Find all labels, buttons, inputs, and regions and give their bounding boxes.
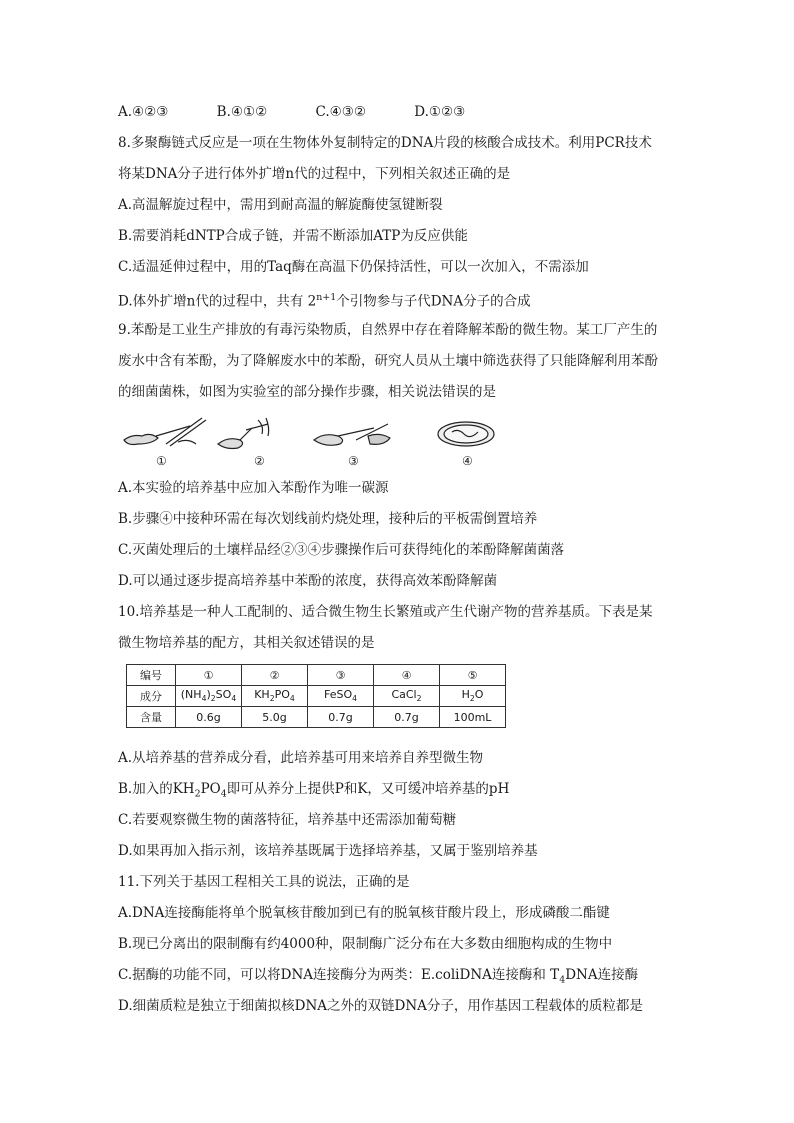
- q10-stem-line1: 10.培养基是一种人工配制的、适合微生物生长繁殖或产生代谢产物的营养基质。下表是某: [118, 604, 653, 620]
- q10-recipe-table: [126, 664, 506, 728]
- q7-option-a: A.④②③: [118, 104, 169, 120]
- component-cacl2: CaCl$_2$: [374, 686, 440, 707]
- q10-option-b-pre: B.加入的KH: [118, 781, 195, 797]
- q8-option-d-pre: D.体外扩增n代的过程中，共有 2: [118, 293, 317, 310]
- q10-option-a: A.从培养基的营养成分看，此培养基可用来培养自养型微生物: [118, 750, 484, 766]
- q11-option-c: [118, 966, 638, 990]
- table-number-5: ⑤: [440, 665, 506, 686]
- q9-figure-label-1: ①: [156, 454, 167, 468]
- table-number-3: ③: [308, 665, 374, 686]
- q11-option-c-sub: 4: [559, 974, 566, 986]
- q10-option-b-sub2: 4: [220, 788, 227, 800]
- q10-option-b-post: 即可从养分上提供P和K，又可缓冲培养基的pH: [226, 781, 510, 797]
- q8-stem-line2: 将某DNA分子进行体外扩增n代的过程中，下列相关叙述正确的是: [118, 166, 511, 182]
- q9-figure-label-3: ③: [348, 454, 359, 468]
- amount-3: 0.7g: [308, 707, 374, 728]
- table-number-4: ④: [374, 665, 440, 686]
- component-feso4: FeSO$_4$: [308, 686, 374, 707]
- q10-stem-line2: 微生物培养基的配方，其相关叙述错误的是: [118, 635, 375, 651]
- step3-illustration: [314, 424, 390, 445]
- table-header-label: 编号: [127, 665, 176, 686]
- amount-5: 100mL: [440, 707, 506, 728]
- q11-option-b: B.现已分离出的限制酶有约4000种，限制酶广泛分布在大多数由细胞构成的生物中: [118, 936, 613, 952]
- q9-option-c: C.灭菌处理后的土壤样品经②③④步骤操作后可获得纯化的苯酚降解菌菌落: [118, 542, 565, 558]
- q8-option-a: A.高温解旋过程中，需用到耐高温的解旋酶使氢键断裂: [118, 197, 443, 213]
- q8-option-c: C.适温延伸过程中，用的Taq酶在高温下仍保持活性，可以一次加入，不需添加: [118, 259, 589, 275]
- q11-option-c-post: DNA连接酶: [565, 967, 639, 983]
- q9-figure-label-2: ②: [254, 454, 265, 468]
- component-ammonium-sulfate: $(NH_4)_2SO_4$: [176, 686, 242, 707]
- q8-stem-line1: 8.多聚酶链式反应是一项在生物体外复制特定的DNA片段的核酸合成技术。利用PCR技术: [118, 135, 652, 151]
- table-number-2: ②: [242, 665, 308, 686]
- component-kh2po4: $KH_2PO_4$: [242, 686, 308, 707]
- step1-illustration: [124, 418, 206, 446]
- step4-illustration: [438, 422, 494, 446]
- q11-stem: 11.下列关于基因工程相关工具的说法，正确的是: [118, 874, 410, 890]
- q9-stem-line3: 的细菌菌株，如图为实验室的部分操作步骤，相关说法错误的是: [118, 384, 496, 400]
- q9-figure-label-4: ④: [462, 454, 473, 468]
- q9-stem-line2: 废水中含有苯酚，为了降解废水中的苯酚，研究人员从土壤中筛选获得了只能降解利用苯酚: [118, 353, 658, 369]
- q8-option-d: [118, 289, 531, 311]
- table-row: [127, 665, 506, 686]
- q11-option-c-pre: C.据酶的功能不同，可以将DNA连接酶分为两类：E.coliDNA连接酶和 T: [118, 967, 560, 983]
- table-amount-label: 含量: [127, 707, 176, 728]
- q11-option-a: A.DNA连接酶能将单个脱氧核苷酸加到已有的脱氧核苷酸片段上，形成磷酸二酯键: [118, 905, 610, 921]
- q10-option-d: D.如果再加入指示剂，该培养基既属于选择培养基，又属于鉴别培养基: [118, 843, 538, 859]
- amount-4: 0.7g: [374, 707, 440, 728]
- component-water: $H_2O$: [440, 686, 506, 707]
- amount-1: 0.6g: [176, 707, 242, 728]
- q8-option-d-sup: n+1: [316, 292, 337, 303]
- table-number-1: ①: [176, 665, 242, 686]
- q10-option-b-sub1: 2: [194, 788, 201, 800]
- q7-option-b: B.④①②: [216, 104, 268, 120]
- q10-option-b: [118, 780, 509, 804]
- q9-stem-line1: 9.苯酚是工业生产排放的有毒污染物质，自然界中存在着降解苯酚的微生物。某工厂产生的: [118, 322, 658, 338]
- q9-option-d: D.可以通过逐步提高培养基中苯酚的浓度，获得高效苯酚降解菌: [118, 573, 498, 589]
- q10-option-c: C.若要观察微生物的菌落特征，培养基中还需添加葡萄糖: [118, 812, 457, 828]
- q10-option-b-mid: PO: [200, 781, 221, 797]
- table-component-label: 成分: [127, 686, 176, 707]
- q8-option-d-post: 个引物参与子代DNA分子的合成: [336, 293, 531, 310]
- q7-option-c: C.④③②: [315, 104, 366, 120]
- table-row: [127, 686, 506, 707]
- amount-2: 5.0g: [242, 707, 308, 728]
- q8-option-b: B.需要消耗dNTP合成子链，并需不断添加ATP为反应供能: [118, 228, 468, 244]
- table-row: [127, 707, 506, 728]
- q9-option-a: A.本实验的培养基中应加入苯酚作为唯一碳源: [118, 480, 389, 496]
- q7-options: [118, 103, 509, 121]
- step2-illustration: [218, 418, 269, 449]
- q9-figure-drawing: [118, 414, 498, 454]
- q9-option-b: B.步骤④中接种环需在每次划线前灼烧处理，接种后的平板需倒置培养: [118, 511, 538, 527]
- q9-procedure-figure: [118, 414, 498, 472]
- q11-option-d: D.细菌质粒是独立于细菌拟核DNA之外的双链DNA分子，用作基因工程载体的质粒都是: [118, 998, 643, 1014]
- q7-option-d: D.①②③: [414, 104, 466, 120]
